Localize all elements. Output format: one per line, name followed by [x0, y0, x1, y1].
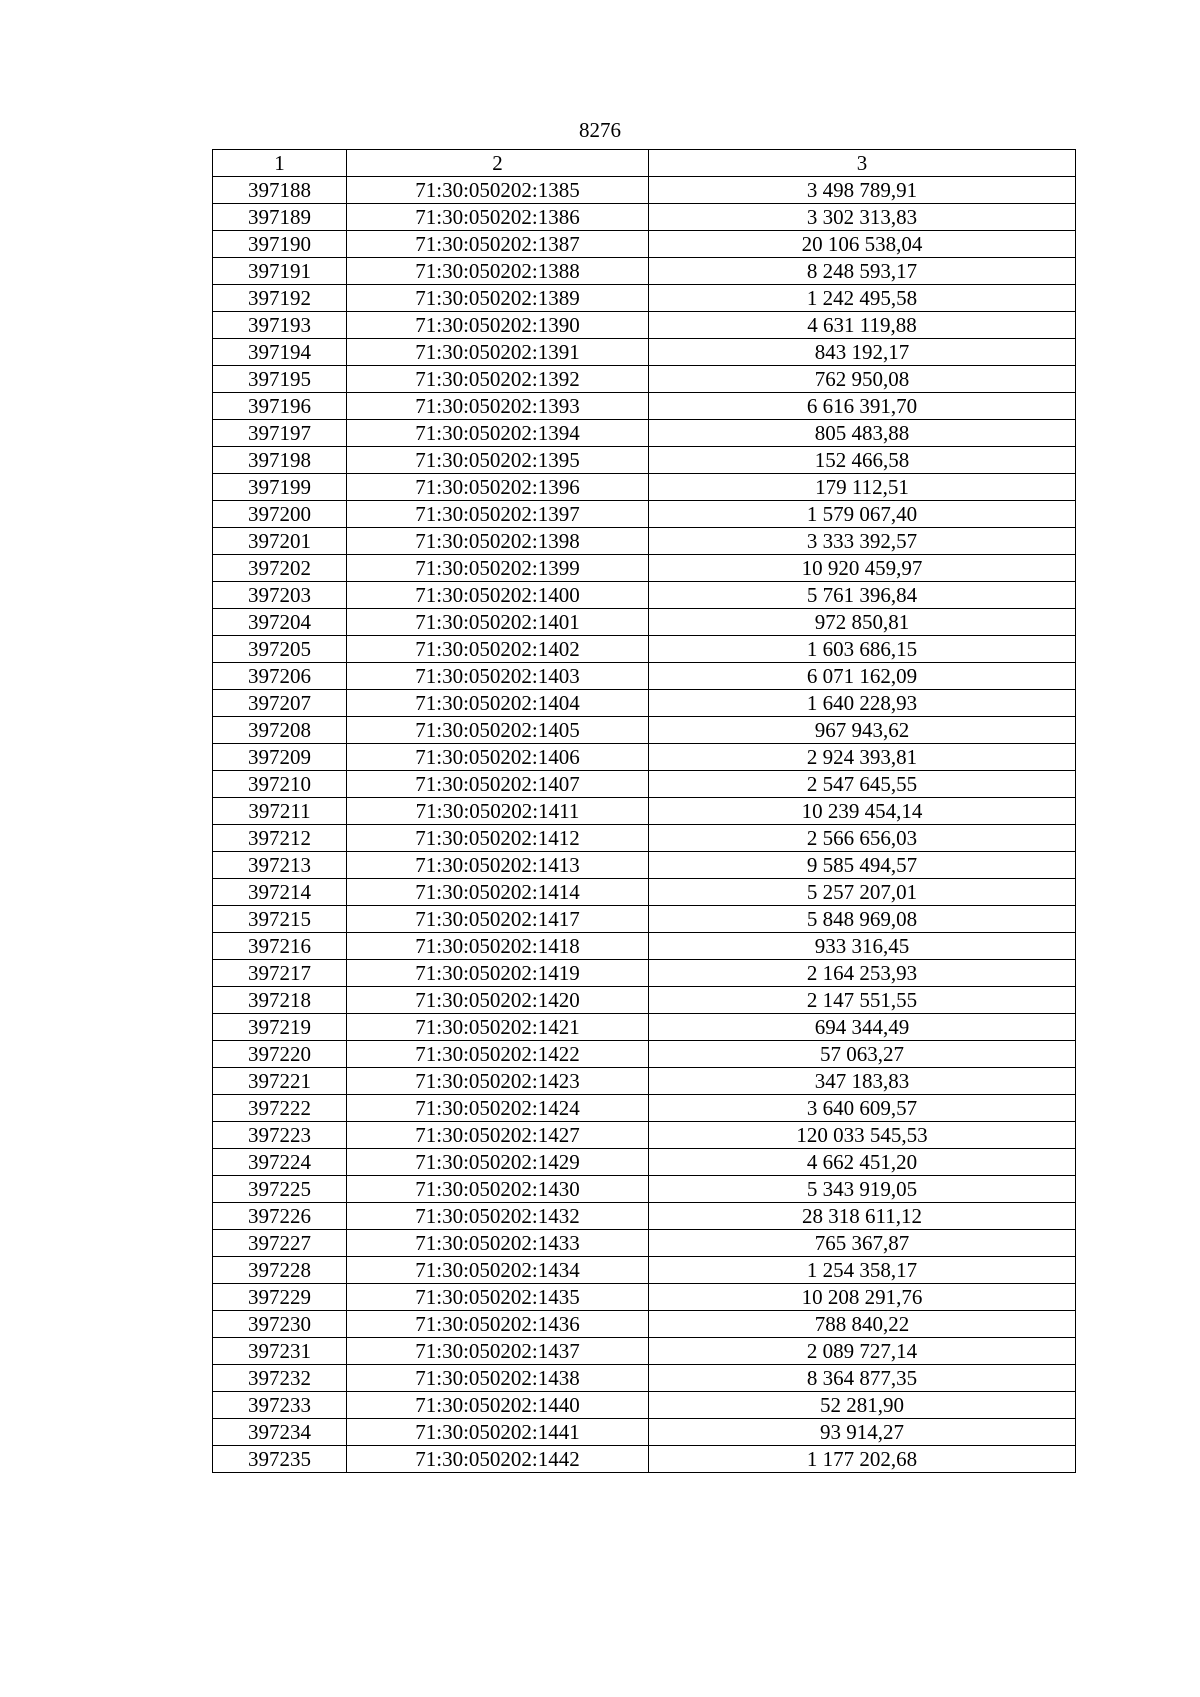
- cadastral-number-cell: 71:30:050202:1411: [347, 798, 649, 825]
- cadastral-number-cell: 71:30:050202:1424: [347, 1095, 649, 1122]
- table-row: [213, 1419, 1076, 1446]
- value-cell: 6 071 162,09: [649, 663, 1076, 690]
- value-cell: 3 640 609,57: [649, 1095, 1076, 1122]
- table-row: [213, 663, 1076, 690]
- table-row: [213, 447, 1076, 474]
- cadastral-number-cell: 71:30:050202:1400: [347, 582, 649, 609]
- value-cell: 120 033 545,53: [649, 1122, 1076, 1149]
- table-row: [213, 636, 1076, 663]
- table-row: [213, 393, 1076, 420]
- row-number-cell: 397206: [213, 663, 347, 690]
- cadastral-number-cell: 71:30:050202:1402: [347, 636, 649, 663]
- cadastral-number-cell: 71:30:050202:1438: [347, 1365, 649, 1392]
- cadastral-number-cell: 71:30:050202:1396: [347, 474, 649, 501]
- header-cell-2: 2: [347, 150, 649, 177]
- data-table: [212, 149, 1076, 1473]
- row-number-cell: 397216: [213, 933, 347, 960]
- table-row: [213, 1284, 1076, 1311]
- table-row: [213, 717, 1076, 744]
- table-row: [213, 825, 1076, 852]
- value-cell: 2 547 645,55: [649, 771, 1076, 798]
- row-number-cell: 397209: [213, 744, 347, 771]
- table-row: [213, 231, 1076, 258]
- value-cell: 5 257 207,01: [649, 879, 1076, 906]
- value-cell: 28 318 611,12: [649, 1203, 1076, 1230]
- cadastral-number-cell: 71:30:050202:1390: [347, 312, 649, 339]
- table-row: [213, 1122, 1076, 1149]
- table-row: [213, 771, 1076, 798]
- header-cell-1: 1: [213, 150, 347, 177]
- value-cell: 972 850,81: [649, 609, 1076, 636]
- cadastral-number-cell: 71:30:050202:1398: [347, 528, 649, 555]
- table-row: [213, 1068, 1076, 1095]
- row-number-cell: 397208: [213, 717, 347, 744]
- row-number-cell: 397219: [213, 1014, 347, 1041]
- value-cell: 765 367,87: [649, 1230, 1076, 1257]
- table-row: [213, 798, 1076, 825]
- value-cell: 1 242 495,58: [649, 285, 1076, 312]
- row-number-cell: 397231: [213, 1338, 347, 1365]
- value-cell: 843 192,17: [649, 339, 1076, 366]
- cadastral-number-cell: 71:30:050202:1407: [347, 771, 649, 798]
- cadastral-number-cell: 71:30:050202:1423: [347, 1068, 649, 1095]
- table-row: [213, 528, 1076, 555]
- cadastral-number-cell: 71:30:050202:1387: [347, 231, 649, 258]
- row-number-cell: 397227: [213, 1230, 347, 1257]
- row-number-cell: 397229: [213, 1284, 347, 1311]
- cadastral-number-cell: 71:30:050202:1435: [347, 1284, 649, 1311]
- table-row: [213, 933, 1076, 960]
- row-number-cell: 397221: [213, 1068, 347, 1095]
- row-number-cell: 397210: [213, 771, 347, 798]
- value-cell: 152 466,58: [649, 447, 1076, 474]
- table-row: [213, 1230, 1076, 1257]
- cadastral-number-cell: 71:30:050202:1395: [347, 447, 649, 474]
- cadastral-number-cell: 71:30:050202:1399: [347, 555, 649, 582]
- cadastral-number-cell: 71:30:050202:1406: [347, 744, 649, 771]
- value-cell: 6 616 391,70: [649, 393, 1076, 420]
- table-row: [213, 1203, 1076, 1230]
- value-cell: 805 483,88: [649, 420, 1076, 447]
- value-cell: 762 950,08: [649, 366, 1076, 393]
- row-number-cell: 397204: [213, 609, 347, 636]
- value-cell: 2 089 727,14: [649, 1338, 1076, 1365]
- cadastral-number-cell: 71:30:050202:1420: [347, 987, 649, 1014]
- cadastral-number-cell: 71:30:050202:1430: [347, 1176, 649, 1203]
- value-cell: 2 924 393,81: [649, 744, 1076, 771]
- row-number-cell: 397200: [213, 501, 347, 528]
- value-cell: 1 640 228,93: [649, 690, 1076, 717]
- cadastral-number-cell: 71:30:050202:1436: [347, 1311, 649, 1338]
- value-cell: 93 914,27: [649, 1419, 1076, 1446]
- row-number-cell: 397217: [213, 960, 347, 987]
- cadastral-number-cell: 71:30:050202:1433: [347, 1230, 649, 1257]
- value-cell: 933 316,45: [649, 933, 1076, 960]
- row-number-cell: 397201: [213, 528, 347, 555]
- value-cell: 1 603 686,15: [649, 636, 1076, 663]
- table-row: [213, 1149, 1076, 1176]
- row-number-cell: 397189: [213, 204, 347, 231]
- row-number-cell: 397207: [213, 690, 347, 717]
- cadastral-number-cell: 71:30:050202:1421: [347, 1014, 649, 1041]
- row-number-cell: 397215: [213, 906, 347, 933]
- row-number-cell: 397193: [213, 312, 347, 339]
- cadastral-number-cell: 71:30:050202:1440: [347, 1392, 649, 1419]
- row-number-cell: 397212: [213, 825, 347, 852]
- value-cell: 8 364 877,35: [649, 1365, 1076, 1392]
- table-row: [213, 609, 1076, 636]
- table-row: [213, 879, 1076, 906]
- cadastral-number-cell: 71:30:050202:1391: [347, 339, 649, 366]
- header-row: [213, 150, 1076, 177]
- table-body: [213, 177, 1076, 1473]
- table-row: [213, 501, 1076, 528]
- table-row: [213, 258, 1076, 285]
- row-number-cell: 397196: [213, 393, 347, 420]
- row-number-cell: 397190: [213, 231, 347, 258]
- table-row: [213, 420, 1076, 447]
- cadastral-number-cell: 71:30:050202:1437: [347, 1338, 649, 1365]
- row-number-cell: 397192: [213, 285, 347, 312]
- row-number-cell: 397218: [213, 987, 347, 1014]
- value-cell: 52 281,90: [649, 1392, 1076, 1419]
- cadastral-number-cell: 71:30:050202:1429: [347, 1149, 649, 1176]
- table-row: [213, 987, 1076, 1014]
- row-number-cell: 397203: [213, 582, 347, 609]
- cadastral-number-cell: 71:30:050202:1394: [347, 420, 649, 447]
- value-cell: 347 183,83: [649, 1068, 1076, 1095]
- page-number: 8276: [579, 118, 621, 142]
- table-row: [213, 177, 1076, 204]
- row-number-cell: 397223: [213, 1122, 347, 1149]
- cadastral-number-cell: 71:30:050202:1405: [347, 717, 649, 744]
- cadastral-number-cell: 71:30:050202:1386: [347, 204, 649, 231]
- row-number-cell: 397188: [213, 177, 347, 204]
- cadastral-number-cell: 71:30:050202:1392: [347, 366, 649, 393]
- value-cell: 57 063,27: [649, 1041, 1076, 1068]
- value-cell: 1 579 067,40: [649, 501, 1076, 528]
- value-cell: 10 239 454,14: [649, 798, 1076, 825]
- table-row: [213, 474, 1076, 501]
- value-cell: 2 147 551,55: [649, 987, 1076, 1014]
- row-number-cell: 397211: [213, 798, 347, 825]
- table-row: [213, 1392, 1076, 1419]
- value-cell: 20 106 538,04: [649, 231, 1076, 258]
- cadastral-number-cell: 71:30:050202:1418: [347, 933, 649, 960]
- value-cell: 3 302 313,83: [649, 204, 1076, 231]
- table-row: [213, 744, 1076, 771]
- row-number-cell: 397233: [213, 1392, 347, 1419]
- table-row: [213, 1338, 1076, 1365]
- cadastral-number-cell: 71:30:050202:1393: [347, 393, 649, 420]
- value-cell: 967 943,62: [649, 717, 1076, 744]
- table-row: [213, 1014, 1076, 1041]
- table-row: [213, 1365, 1076, 1392]
- value-cell: 694 344,49: [649, 1014, 1076, 1041]
- cadastral-number-cell: 71:30:050202:1389: [347, 285, 649, 312]
- table-row: [213, 555, 1076, 582]
- cadastral-number-cell: 71:30:050202:1427: [347, 1122, 649, 1149]
- value-cell: 4 662 451,20: [649, 1149, 1076, 1176]
- table-row: [213, 1041, 1076, 1068]
- row-number-cell: 397235: [213, 1446, 347, 1473]
- value-cell: 5 848 969,08: [649, 906, 1076, 933]
- table-header: [213, 150, 1076, 177]
- row-number-cell: 397199: [213, 474, 347, 501]
- value-cell: 2 566 656,03: [649, 825, 1076, 852]
- cadastral-number-cell: 71:30:050202:1432: [347, 1203, 649, 1230]
- value-cell: 10 920 459,97: [649, 555, 1076, 582]
- value-cell: 2 164 253,93: [649, 960, 1076, 987]
- row-number-cell: 397222: [213, 1095, 347, 1122]
- value-cell: 788 840,22: [649, 1311, 1076, 1338]
- row-number-cell: 397197: [213, 420, 347, 447]
- table-row: [213, 690, 1076, 717]
- row-number-cell: 397213: [213, 852, 347, 879]
- row-number-cell: 397232: [213, 1365, 347, 1392]
- row-number-cell: 397195: [213, 366, 347, 393]
- table-row: [213, 339, 1076, 366]
- value-cell: 10 208 291,76: [649, 1284, 1076, 1311]
- cadastral-number-cell: 71:30:050202:1401: [347, 609, 649, 636]
- cadastral-number-cell: 71:30:050202:1414: [347, 879, 649, 906]
- cadastral-number-cell: 71:30:050202:1385: [347, 177, 649, 204]
- table-row: [213, 1176, 1076, 1203]
- row-number-cell: 397205: [213, 636, 347, 663]
- value-cell: 1 254 358,17: [649, 1257, 1076, 1284]
- row-number-cell: 397198: [213, 447, 347, 474]
- cadastral-number-cell: 71:30:050202:1417: [347, 906, 649, 933]
- cadastral-number-cell: 71:30:050202:1403: [347, 663, 649, 690]
- cadastral-number-cell: 71:30:050202:1442: [347, 1446, 649, 1473]
- row-number-cell: 397226: [213, 1203, 347, 1230]
- cadastral-number-cell: 71:30:050202:1434: [347, 1257, 649, 1284]
- value-cell: 9 585 494,57: [649, 852, 1076, 879]
- row-number-cell: 397194: [213, 339, 347, 366]
- cadastral-number-cell: 71:30:050202:1412: [347, 825, 649, 852]
- cadastral-number-cell: 71:30:050202:1404: [347, 690, 649, 717]
- value-cell: 179 112,51: [649, 474, 1076, 501]
- table-row: [213, 1446, 1076, 1473]
- row-number-cell: 397234: [213, 1419, 347, 1446]
- table-row: [213, 906, 1076, 933]
- row-number-cell: 397214: [213, 879, 347, 906]
- table-row: [213, 1095, 1076, 1122]
- table-row: [213, 366, 1076, 393]
- row-number-cell: 397228: [213, 1257, 347, 1284]
- table-row: [213, 312, 1076, 339]
- row-number-cell: 397225: [213, 1176, 347, 1203]
- row-number-cell: 397220: [213, 1041, 347, 1068]
- row-number-cell: 397230: [213, 1311, 347, 1338]
- value-cell: 1 177 202,68: [649, 1446, 1076, 1473]
- cadastral-number-cell: 71:30:050202:1413: [347, 852, 649, 879]
- value-cell: 4 631 119,88: [649, 312, 1076, 339]
- cadastral-number-cell: 71:30:050202:1388: [347, 258, 649, 285]
- value-cell: 5 761 396,84: [649, 582, 1076, 609]
- table-row: [213, 582, 1076, 609]
- value-cell: 8 248 593,17: [649, 258, 1076, 285]
- cadastral-number-cell: 71:30:050202:1419: [347, 960, 649, 987]
- row-number-cell: 397191: [213, 258, 347, 285]
- cadastral-number-cell: 71:30:050202:1441: [347, 1419, 649, 1446]
- table-row: [213, 852, 1076, 879]
- cadastral-number-cell: 71:30:050202:1422: [347, 1041, 649, 1068]
- value-cell: 3 333 392,57: [649, 528, 1076, 555]
- table-row: [213, 204, 1076, 231]
- table-row: [213, 960, 1076, 987]
- row-number-cell: 397224: [213, 1149, 347, 1176]
- row-number-cell: 397202: [213, 555, 347, 582]
- table-row: [213, 1257, 1076, 1284]
- value-cell: 3 498 789,91: [649, 177, 1076, 204]
- value-cell: 5 343 919,05: [649, 1176, 1076, 1203]
- table-row: [213, 1311, 1076, 1338]
- header-cell-3: 3: [649, 150, 1076, 177]
- cadastral-number-cell: 71:30:050202:1397: [347, 501, 649, 528]
- table-row: [213, 285, 1076, 312]
